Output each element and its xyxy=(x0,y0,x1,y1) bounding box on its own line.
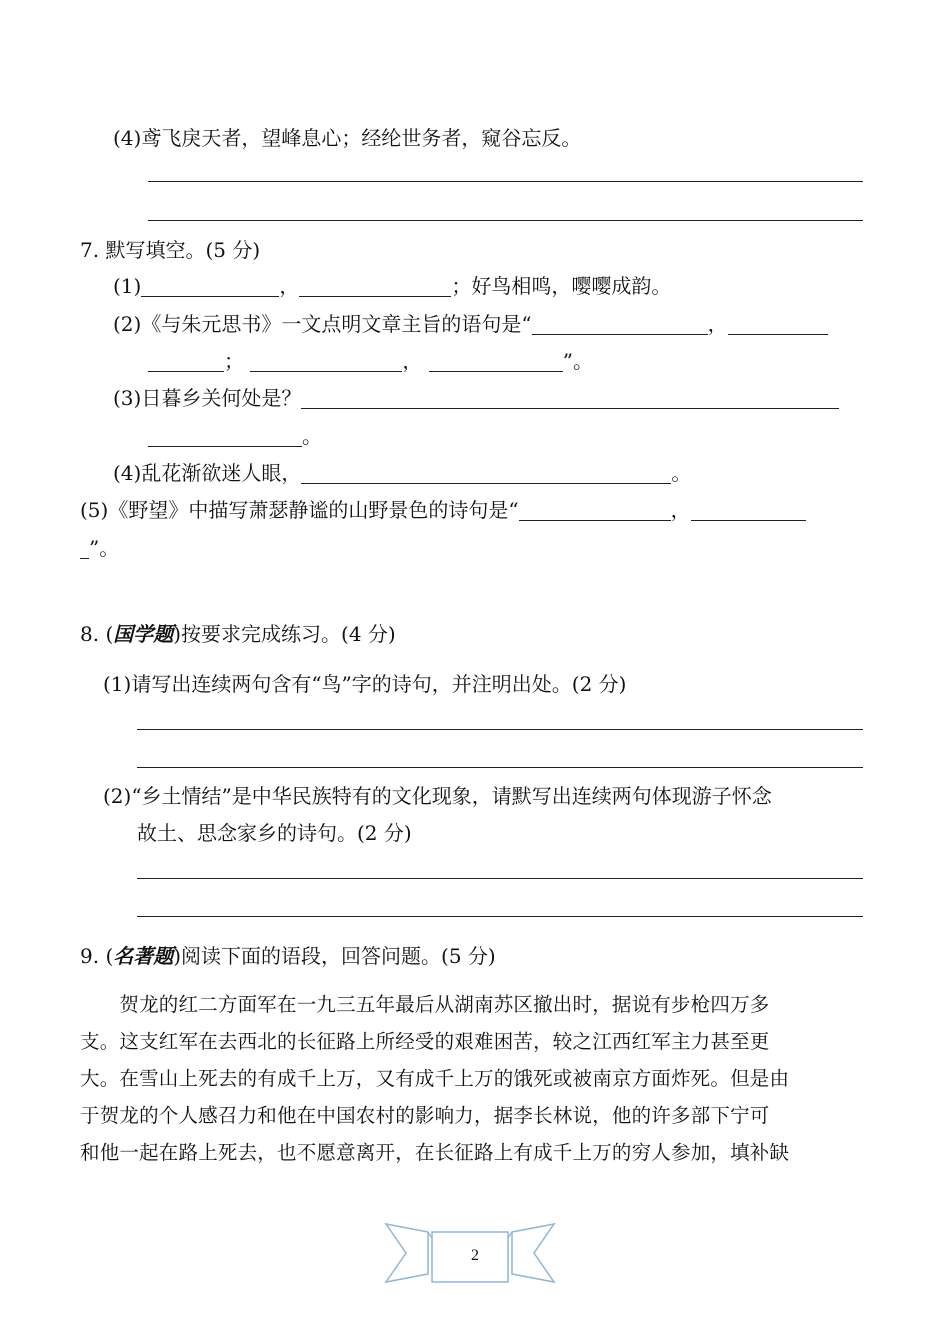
q7-item5-prefix: (5)《野望》中描写萧瑟静谧的山野景色的诗句是“ xyxy=(80,498,519,522)
q7-item5-blank-2a[interactable] xyxy=(691,500,806,521)
q7-item3-prefix: (3)日暮乡关何处是？ xyxy=(113,386,302,410)
q7-item4-prefix: (4)乱花渐欲迷人眼， xyxy=(113,461,302,485)
q9-rest: )阅读下面的语段，回答问题。(5 分) xyxy=(173,944,496,968)
q8-num: 8. ( xyxy=(80,622,114,646)
q7-item3-line1 xyxy=(113,385,839,411)
q7-item1-prefix: (1) xyxy=(113,274,142,298)
q7-item2-blank-2b[interactable] xyxy=(148,351,224,372)
q8-item2-line1: (2)“乡土情结”是中华民族特有的文化现象，请默写出连续两句体现游子怀念 xyxy=(103,784,772,808)
q7-item2-blank-1[interactable] xyxy=(532,314,708,335)
q8-title xyxy=(80,621,396,647)
q7-item4 xyxy=(113,460,691,486)
q7-item5-line1 xyxy=(80,497,806,523)
q7-item3-end: 。 xyxy=(302,424,322,448)
q8-item1: (1)请写出连续两句含有“鸟”字的诗句，并注明出处。(2 分) xyxy=(103,672,627,696)
q7-item5-blank-1[interactable] xyxy=(519,500,671,521)
q7-item2-blank-2a[interactable] xyxy=(728,314,828,335)
q9-passage-line-3: 大。在雪山上死去的有成千上万，又有成千上万的饿死或被南京方面炸死。但是由 xyxy=(80,1067,790,1090)
q7-item2-end: ”。 xyxy=(562,349,593,373)
q9-passage-line-5: 和他一起在路上死去，也不愿意离开，在长征路上有成千上万的穷人参加，填补缺 xyxy=(80,1141,790,1164)
q7-item2-line1 xyxy=(113,311,828,337)
q7-item1 xyxy=(113,273,671,299)
q7-item2-sep2: ； xyxy=(224,349,244,373)
q7-item4-end: 。 xyxy=(671,461,692,485)
q6-answer-line-2[interactable] xyxy=(148,220,863,221)
q7-item2-blank-3[interactable] xyxy=(250,351,402,372)
q7-item5-sep: ， xyxy=(670,498,691,522)
q9-title xyxy=(80,943,496,969)
q7-item2-sep1: ， xyxy=(707,312,728,336)
q9-passage-line-4: 于贺龙的个人感召力和他在中国农村的影响力，据李长林说，他的许多部下宁可 xyxy=(80,1104,770,1127)
q7-item5-line2 xyxy=(80,535,119,561)
q8-item2-line2: 故土、思念家乡的诗句。(2 分) xyxy=(137,821,412,845)
q7-item2-prefix: (2)《与朱元思书》一文点明文章主旨的语句是“ xyxy=(113,312,532,336)
page-number: 2 xyxy=(471,1247,479,1264)
q8-item2-answer-line-1[interactable] xyxy=(137,878,863,879)
q7-item3-blank-1b[interactable] xyxy=(148,426,302,447)
q6-answer-line-1[interactable] xyxy=(148,181,863,182)
q7-item1-suffix: ；好鸟相鸣，嘤嘤成韵。 xyxy=(451,274,672,298)
q6-item4-text: (4)鸢飞戾天者，望峰息心；经纶世务者，窥谷忘反。 xyxy=(113,126,582,150)
q7-item1-blank-2[interactable] xyxy=(299,276,451,297)
q7-item1-blank-1[interactable] xyxy=(141,276,279,297)
q8-item1-answer-line-2[interactable] xyxy=(137,767,863,768)
q7-item2-blank-4[interactable] xyxy=(429,351,563,372)
q8-item1-answer-line-1[interactable] xyxy=(137,729,863,730)
q7-item4-blank[interactable] xyxy=(301,463,671,484)
q8-rest: )按要求完成练习。(4 分) xyxy=(173,622,396,646)
q9-passage-line-2: 支。这支红军在去西北的长征路上所经受的艰难困苦，较之江西红军主力甚至更 xyxy=(80,1030,770,1053)
q7-item3-line2 xyxy=(148,423,322,449)
q8-tag: 国学题 xyxy=(113,622,174,646)
q9-tag: 名著题 xyxy=(113,944,174,968)
q8-item2-answer-line-2[interactable] xyxy=(137,916,863,917)
q7-item5-end: ”。 xyxy=(89,536,120,560)
q7-item2-line2 xyxy=(148,348,593,374)
q7-item3-blank-1a[interactable] xyxy=(301,388,839,409)
q7-item5-blank-2b[interactable] xyxy=(80,538,89,559)
q7-title: 7. 默写填空。(5 分) xyxy=(80,238,261,262)
q7-item2-sep3: ， xyxy=(402,349,423,373)
q7-item1-sep: ， xyxy=(279,274,300,298)
q9-num: 9. ( xyxy=(80,944,114,968)
q9-passage-line-1: 贺龙的红二方面军在一九三五年最后从湖南苏区撤出时，据说有步枪四万多 xyxy=(80,993,770,1016)
